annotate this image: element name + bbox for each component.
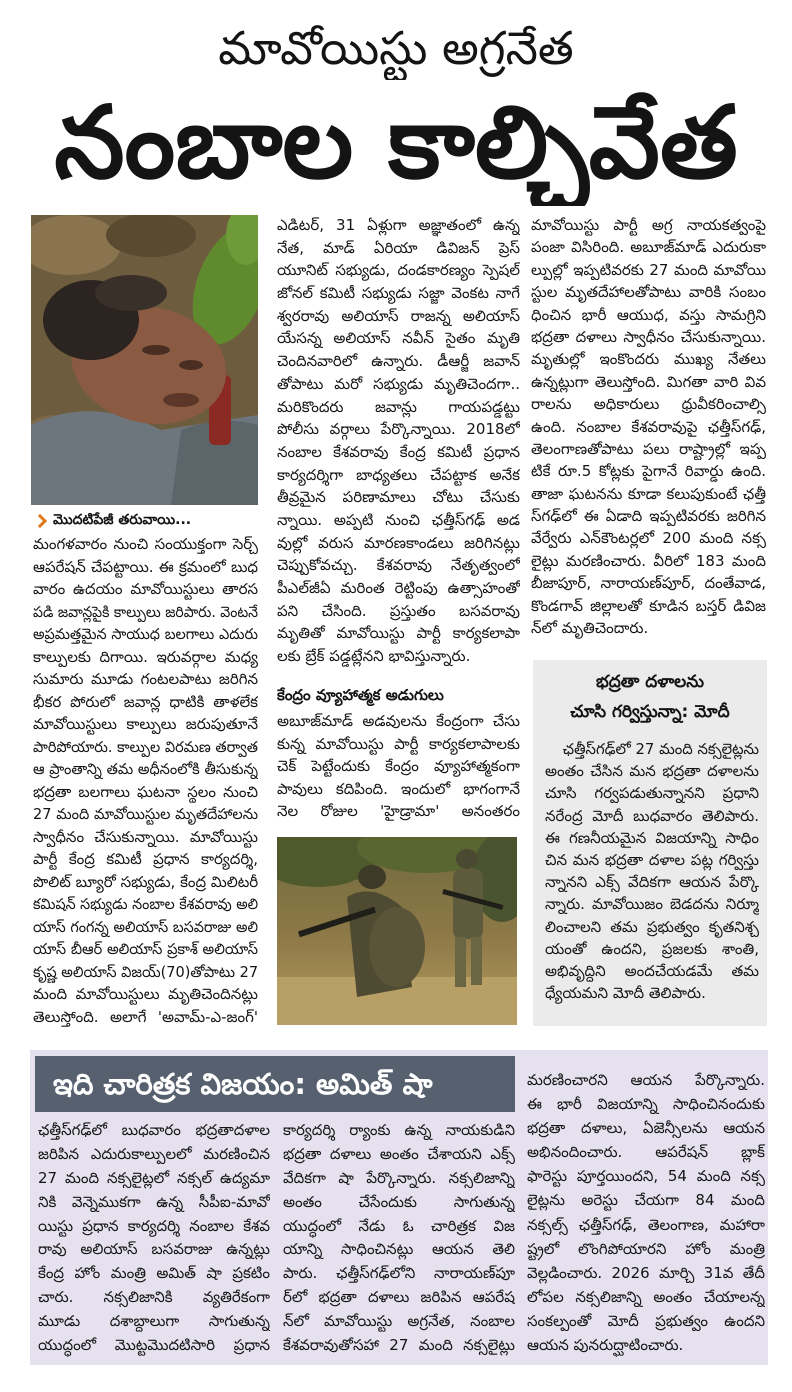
- text-line: పీఎల్‌జీఏ మరింత రెట్టింపు ఉత్సాహంతో: [277, 579, 520, 597]
- text-line: లకు బ్రేక్ పడ్డట్లేనని భావిస్తున్నారు.: [277, 647, 471, 666]
- text-line: కున్న మావోయిస్టు పార్టీ కార్యకలాపాలకు: [277, 734, 520, 753]
- text-line: పడి జవాన్లపైకి కాల్పులు జరిపారు. వెంటనే: [33, 602, 258, 621]
- text-line: అబూజ్‌మాడ్ అడవులను కేంద్రంగా చేసు: [277, 712, 520, 730]
- modi-box-heading-line2: చూసి గర్విస్తున్నా: మోదీ: [570, 702, 730, 722]
- text-line: పారు. ఛత్తీస్‌గఢ్‌లోని నారాయణ్‌పూ: [283, 1264, 515, 1283]
- chevron-right-icon: [33, 514, 47, 528]
- text-line: పారిపోయారు. కాల్పుల విరమణ తర్వాత: [33, 737, 258, 756]
- middle-column-continued: [277, 710, 520, 823]
- left-column-body: [33, 533, 258, 1028]
- text-line: చెందినవారిలో ఉన్నారు. డీఆర్జీ జవాన్: [277, 352, 520, 371]
- text-line: కేశవరావుతోసహా 27 మంది నక్సలైట్లు: [283, 1336, 515, 1355]
- text-line: యేసన్న అలియాస్ నవీన్ సైతం మృతి: [277, 329, 520, 348]
- text-line: నేత, మాడ్ ఏరియా డివిజన్ ప్రెస్: [277, 238, 520, 257]
- text-line: ఆయన పునరుద్ఘాటించారు.: [527, 1336, 684, 1355]
- text-line: ఈ భారీ విజయాన్ని సాధించినందుకు: [527, 1095, 765, 1114]
- text-line: యిస్టు ప్రధాన కార్యదర్శి నంబాల కేశవ: [38, 1216, 270, 1235]
- text-line: వేదికగా షా పేర్కొన్నారు. నక్సలిజాన్ని: [283, 1168, 515, 1187]
- text-line: జరిపిన ఎదురుకాల్పులలో మరణించిన: [38, 1144, 270, 1163]
- text-line: భద్రతా దళాలు స్వాధీనం చేసుకున్నాయి.: [531, 327, 766, 346]
- text-line: ల్పుల్లో ఇప్పటివరకు 27 మంది మావోయి: [531, 260, 766, 279]
- middle-column-body: [277, 214, 520, 668]
- text-line: సంకల్పంతో మోదీ ప్రభుత్వం ఉందని: [527, 1311, 765, 1330]
- text-line: కార్యదర్శి ర్యాంకు ఉన్న నాయకుడిని: [283, 1121, 515, 1139]
- text-line: మావోయిస్టు పార్టీ అగ్ర నాయకత్వంపై: [531, 216, 766, 234]
- text-line: చారు. నక్సలిజానికి వ్యతిరేకంగా: [38, 1288, 270, 1307]
- text-line: తెలుస్తోంది. అలాగే 'అవామ్-ఎ-జంగ్': [33, 1007, 258, 1026]
- shah-section-right-column: [527, 1068, 765, 1357]
- text-line: జోనల్ కమిటీ సభ్యుడు సజ్జా వెంకట నాగే: [277, 284, 520, 303]
- text-line: లించాలని తమ ప్రభుత్వం కృతనిశ్చ: [545, 917, 759, 936]
- text-line: చూసి గర్వపడుతున్నానని ప్రధాని: [545, 784, 759, 803]
- right-column-body: [531, 214, 766, 639]
- continuation-caption-text: మొదటిపేజీ తరువాయి...: [53, 511, 192, 528]
- text-line: ధించిన భారీ ఆయుధ, వస్తు సామగ్రిని: [531, 305, 766, 324]
- text-line: అభివృద్ధిని అందచేయడమే తమ: [545, 961, 759, 980]
- photo-left: [31, 215, 258, 505]
- text-line: పావులు కదిపింది. ఇందులో భాగంగానే: [277, 779, 520, 798]
- text-line: నంబాల కేశవరావు కేంద్ర కమిటీ ప్రధాన: [277, 442, 520, 461]
- text-line: వేర్వేరు ఎన్‌కౌంటర్లలో 200 మంది నక్స: [531, 529, 766, 548]
- text-line: ష్ట్రలో లొంగిపోయారని హోం మంత్రి: [527, 1239, 765, 1258]
- text-line: అప్రమత్తమైన సాయుధ బలగాలు ఎదురు: [33, 625, 258, 643]
- text-line: కాల్పులకు దిగాయి. ఇరువర్గాల మధ్య: [33, 647, 258, 666]
- text-line: తీవ్రమైన పరిణామాలు చోటు చేసుకు: [277, 488, 520, 507]
- text-line: భద్రతా దళాలు, ఏజెన్సీలను ఆయన: [527, 1119, 765, 1138]
- text-line: చెక్ పెట్టేందుకు కేంద్రం వ్యూహాత్మకంగా: [277, 757, 520, 776]
- text-line: యుద్ధంలో నేడు ఓ చారిత్రక విజ: [283, 1216, 515, 1235]
- text-line: టికే రూ.5 కోట్లకు పైగానే రివార్డు ఉంది.: [531, 462, 766, 481]
- text-line: ఉన్నట్లుగా తెలుస్తోంది. మిగతా వారి వివ: [531, 372, 766, 391]
- text-line: ర్‌లో భద్రతా దళాలు జరిపిన ఆపరేష: [283, 1288, 515, 1307]
- text-line: భద్రతా బలగాలు ఘటనా స్థలం నుంచి: [33, 782, 258, 801]
- text-line: పొలిట్ బ్యూరో సభ్యుడు, కేంద్ర మిలిటరీ: [33, 872, 258, 891]
- text-line: బీజాపూర్, నారాయణ్‌పూర్, దంతేవాడ,: [531, 574, 766, 593]
- text-line: వుల్లో వరుస మారణకాండలు జరిగినట్లు: [277, 533, 520, 552]
- text-line: లైట్లను అరెస్టు చేయగా 84 మంది: [527, 1191, 765, 1210]
- text-line: కేంద్ర హోం మంత్రి అమిత్ షా ప్రకటిం: [38, 1264, 270, 1283]
- text-line: పని చేసింది. ప్రస్తుతం బసవరావు: [277, 601, 520, 620]
- headline-kicker: మావోయిస్టు అగ్రనేత: [218, 21, 574, 75]
- text-line: ధ్యేయమని మోదీ తెలిపారు.: [545, 984, 706, 1003]
- text-line: స్టుల మృతదేహాలతోపాటు వారికి సంబం: [531, 283, 766, 302]
- text-line: పంజా విసిరింది. అబూజ్‌మాడ్ ఎదురుకా: [531, 238, 766, 257]
- text-line: తోపాటు మరో సభ్యుడు మృతిచెందగా..: [277, 374, 520, 393]
- text-line: యాస్ గంగన్న అలియాస్ బసవరాజు అలి: [33, 917, 258, 936]
- text-line: కార్యదర్శిగా బాధ్యతలు చేపట్టాక అనేక: [277, 465, 520, 484]
- text-line: 27 మంది మావోయిస్టుల మృతదేహాలను: [33, 805, 258, 823]
- text-line: తెలంగాణతోపాటు పలు రాష్ట్రాల్లో ఇప్ప: [531, 439, 766, 458]
- text-line: నక్సల్స్ ఛత్తీస్‌గఢ్, తెలంగాణ, మహారా: [527, 1215, 765, 1234]
- text-line: నికి వెన్నెముకగా ఉన్న సీపీఐ-మావో: [38, 1192, 270, 1211]
- text-line: న్నారు. మావోయిజం బెడదను నిర్మూ: [545, 895, 759, 914]
- text-line: లోపల నక్సలిజాన్ని అంతం చేయాలన్న: [527, 1287, 765, 1306]
- text-line: వారం ఉదయం మావోయిస్టులు తారస: [33, 580, 258, 598]
- text-line: ఆ ప్రాంతాన్ని తమ అధీనంలోకి తీసుకున్న: [33, 760, 258, 778]
- text-line: రాలను అధికారులు ధ్రువీకరించాల్సి: [531, 395, 766, 414]
- text-line: ఈ గణనీయమైన విజయాన్ని సాధిం: [545, 828, 759, 847]
- photo-middle: [277, 837, 517, 1025]
- text-line: మరికొందరు జవాన్లు గాయపడ్డట్టు: [277, 397, 520, 416]
- text-line: యూనిట్ సభ్యుడు, దండకారణ్యం స్పెషల్: [277, 261, 520, 280]
- text-line: యంతో ఉందని, ప్రజలకు శాంతి,: [545, 939, 759, 958]
- shah-section-middle-column: [283, 1119, 515, 1358]
- text-line: 27 మంది నక్సలైట్లలో నక్సల్ ఉద్యమా: [38, 1168, 270, 1187]
- text-line: న్నానని ఎక్స్ వేదికగా ఆయన పేర్కొ: [545, 873, 759, 892]
- text-line: భీకర పోరులో జవాన్ల ధాటికి తాళలేక: [33, 692, 258, 711]
- shah-section-left-column: [38, 1119, 270, 1358]
- text-line: ఉంది. నంబాల కేశవరావుపై ఛత్తీస్‌గఢ్,: [531, 417, 766, 436]
- text-line: కమిషన్ సభ్యుడు నంబాల కేశవరావు అలి: [33, 895, 258, 913]
- text-line: పోలీసు వర్గాలు పేర్కొన్నాయి. 2018లో: [277, 420, 520, 439]
- headline-main: నంబాల కాల్చివేత: [54, 84, 738, 201]
- text-line: మంది మావోయిస్టులు మృతిచెందినట్లు: [33, 985, 258, 1003]
- text-line: పార్టీ కేంద్ర కమిటీ ప్రధాన కార్యదర్శి,: [33, 850, 258, 868]
- text-line: వెల్లడించారు. 2026 మార్చి 31వ తేదీ: [527, 1263, 765, 1282]
- text-line: ఎడిటర్, 31 ఏళ్లుగా అజ్ఞాతంలో ఉన్న: [277, 216, 520, 234]
- text-line: ఛత్తీస్‌గఢ్‌లో బుధవారం భద్రతాదళాల: [38, 1121, 270, 1139]
- text-line: మృతుల్లో ఇంకొందరు ముఖ్య నేతలు: [531, 350, 766, 369]
- text-line: లైట్లు మరణించారు. వీరిలో 183 మంది: [531, 551, 766, 570]
- text-line: మావోయిస్టులు కాల్పులు జరుపుతూనే: [33, 715, 258, 733]
- text-line: ఫారెస్టు పూర్తయిందని, 54 మంది నక్స: [527, 1167, 765, 1186]
- text-line: న్నాయి. అప్పటి నుంచి ఛత్తీస్‌గఢ్ అడ: [277, 510, 520, 529]
- modi-box-body: [545, 738, 759, 1004]
- photo-middle-image: [277, 837, 517, 1025]
- modi-box-heading-line1: భద్రతా దళాలను: [595, 672, 705, 692]
- text-line: మూడు దశాబ్దాలుగా సాగుతున్న: [38, 1312, 270, 1331]
- text-line: అభినందించారు. ఆపరేషన్ బ్లాక్: [527, 1143, 765, 1162]
- photo-left-image: [31, 215, 258, 505]
- text-line: స్వాధీనం చేసుకున్నాయి. మావోయిస్టు: [33, 827, 258, 846]
- text-line: సుమారు మూడు గంటలపాటు జరిగిన: [33, 670, 258, 688]
- text-line: నరేంద్ర మోదీ బుధవారం తెలిపారు.: [545, 806, 759, 825]
- text-line: తాజా ఘటనను కూడా కలుపుకుంటే ఛత్తీ: [531, 484, 766, 503]
- text-line: నెల రోజుల 'హైడ్రామా' అనంతరం: [277, 802, 520, 821]
- text-line: యుద్ధంలో మొట్టమొదటిసారి ప్రధాన: [38, 1336, 270, 1355]
- text-line: న్‌లో మృతిచెందారు.: [531, 619, 649, 638]
- text-line: ఆపరేషన్ చేపట్టాయి. ఈ క్రమంలో బుధ: [33, 557, 258, 576]
- text-line: మరణించారని ఆయన పేర్కొన్నారు.: [527, 1071, 765, 1089]
- text-line: శ్వరరావు అలియాస్ రాజన్న అలియాస్: [277, 306, 520, 325]
- text-line: చెప్పుకోవచ్చు. కేశవరావు నేతృత్వంలో: [277, 556, 520, 575]
- text-line: అంతం చేసిన మన భద్రతా దళాలను: [545, 762, 759, 781]
- text-line: యాస్ బీఆర్ అలియాస్ ప్రకాశ్ అలియాస్: [33, 940, 258, 958]
- text-line: రావు అలియాస్ బసవరాజు ఉన్నట్లు: [38, 1240, 270, 1259]
- text-line: అంతం చేసేందుకు సాగుతున్న: [283, 1192, 515, 1211]
- text-line: చిన మన భద్రతా దళాల పట్ల గర్విస్తు: [545, 850, 759, 869]
- text-line: కృష్ణ అలియాస్ విజయ్(70)తోపాటు 27: [33, 962, 258, 981]
- text-line: మంగళవారం నుంచి సంయుక్తంగా సెర్చ్: [33, 535, 258, 553]
- continuation-caption: [33, 510, 258, 532]
- text-line: న్‌లో మావోయిస్టు అగ్రనేత, నంబాల: [283, 1312, 515, 1331]
- shah-section-banner: ఇది చారిత్రక విజయం: అమిత్ షా: [35, 1056, 515, 1112]
- text-line: కొండగావ్ జిల్లాలతో కూడిన బస్తర్ డివిజ: [531, 596, 766, 615]
- text-line: ఛత్తీస్‌గఢ్‌లో 27 మంది నక్సలైట్లను: [562, 740, 759, 758]
- text-line: స్‌గఢ్‌లో ఈ ఏడాది ఇప్పటివరకు జరిగిన: [531, 507, 766, 526]
- middle-subheading: కేంద్రం వ్యూహాత్మక అడుగులు: [277, 686, 444, 704]
- text-line: మృతితో మావోయిస్టు పార్టీ కార్యకలాపా: [277, 624, 520, 643]
- text-line: భద్రతా దళాలు అంతం చేశాయని ఎక్స్: [283, 1144, 515, 1163]
- text-line: యాన్ని సాధించినట్లు ఆయన తెలి: [283, 1240, 515, 1259]
